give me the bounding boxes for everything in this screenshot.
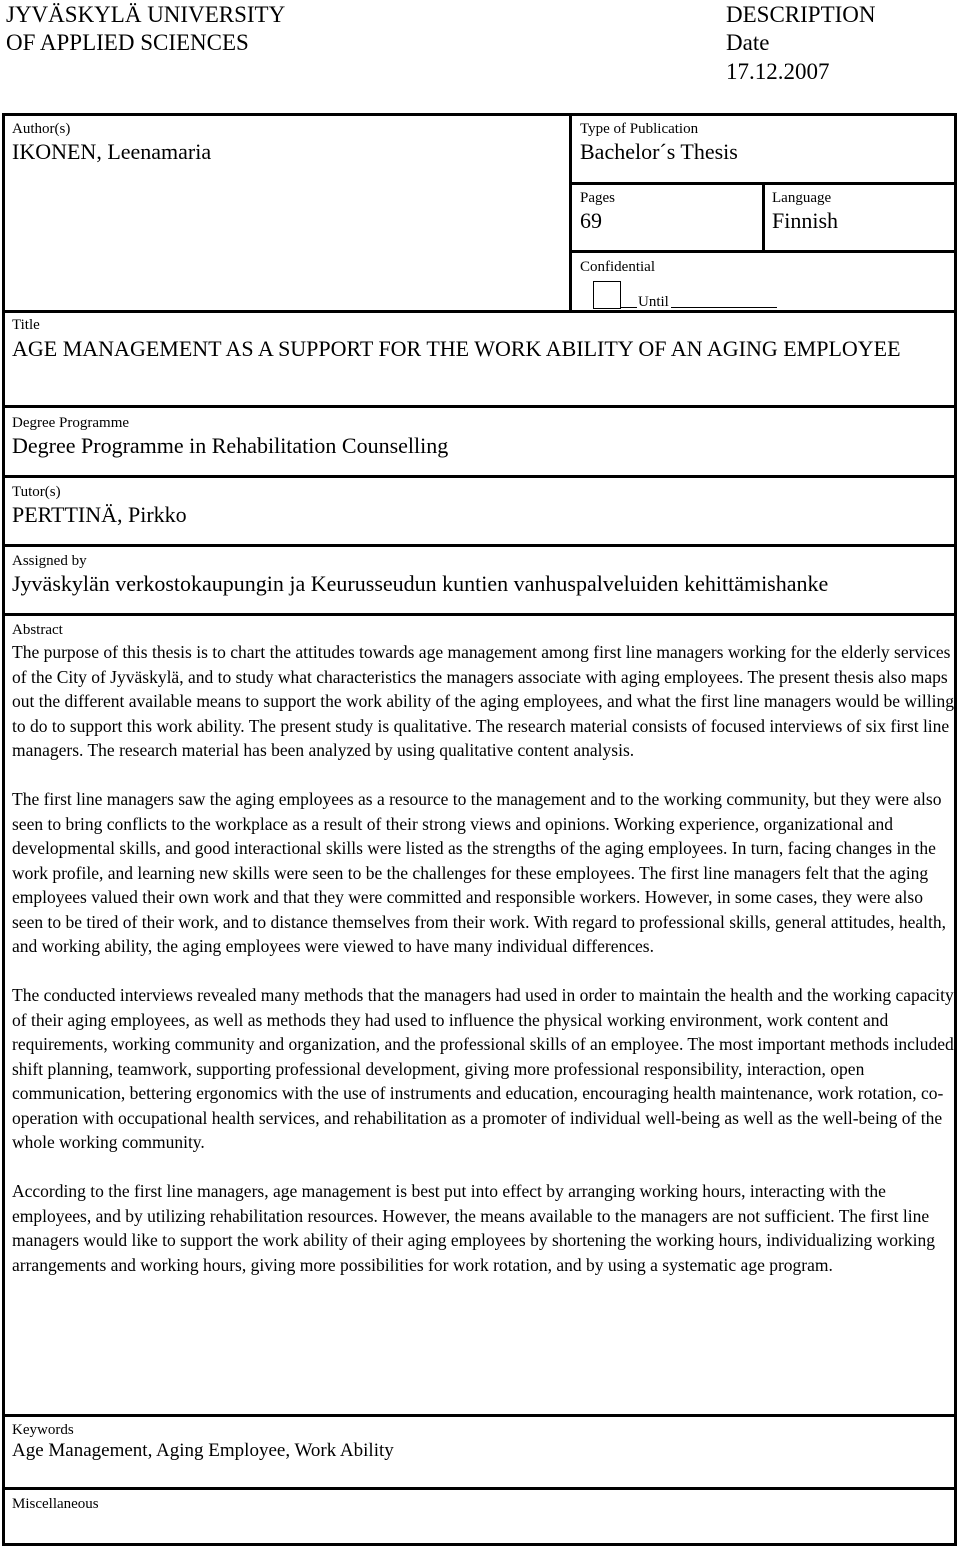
miscellaneous-label: Miscellaneous [12,1496,99,1512]
degree-programme-label: Degree Programme [12,415,130,431]
title-value: AGE MANAGEMENT AS A SUPPORT FOR THE WORK ABILITY OF AN AGING EMPLOYEE [12,336,901,361]
publication-type-value: Bachelor´s Thesis [580,139,738,164]
title-label: Title [12,317,40,333]
abstract-paragraph: The conducted interviews revealed many methods that the managers had used in order to maintain the health and the working capacity of their aging employees, as well as methods they had used to influence the physical working environment, work content and requirements, working community and organization, and the professional skills of an employee. The most important methods included shift planning, teamwork, supporting professional development, giving more professional responsibility, interaction, open communication, bettering ergonomics with the use of instruments and education, encouraging health maintenance, work rotation, co-operation with occupational health services, and rehabilitation as a promoter of individual well-being as well as the well-being of the whole working community. [12,985,954,1152]
abstract-body [12,640,956,1277]
until-label: Until [638,294,669,310]
date-value: 17.12.2007 [726,59,830,84]
university-name-line2: OF APPLIED SCIENCES [6,30,249,55]
language-label: Language [772,190,832,206]
abstract-label: Abstract [12,622,63,638]
university-name-line1: JYVÄSKYLÄ UNIVERSITY [6,2,286,27]
keywords-label: Keywords [12,1422,74,1438]
tutor-label: Tutor(s) [12,484,61,500]
confidential-label: Confidential [580,259,655,275]
publication-type-label: Type of Publication [580,121,699,137]
author-label: Author(s) [12,121,71,137]
until-leading-line [621,307,637,308]
pages-label: Pages [580,190,615,206]
tutor-value: PERTTINÄ, Pirkko [12,502,187,527]
date-label: Date [726,30,770,55]
keywords-value: Age Management, Aging Employee, Work Ability [12,1440,394,1461]
pages-value: 69 [580,208,602,233]
assigned-by-value: Jyväskylän verkostokaupungin ja Keurusseudun kuntien vanhuspalveluiden kehittämishanke [12,571,829,596]
abstract-paragraph: The purpose of this thesis is to chart the attitudes towards age management among first line managers working for the elderly services of the City of Jyväskylä, and to study what characteristics the managers associate with aging employees. The present thesis also maps out the different available means to support the work ability of the aging employees, and what the first line managers would be willing to do to support this work ability. The present study is qualitative. The research material consists of focused interviews of six first line managers. The research material has been analyzed by using qualitative content analysis. [12,642,955,760]
author-value: IKONEN, Leenamaria [12,139,212,164]
until-date-field[interactable] [671,307,777,308]
degree-programme-value: Degree Programme in Rehabilitation Counselling [12,433,449,458]
abstract-paragraph: The first line managers saw the aging employees as a resource to the management and to the working community, but they were also seen to bring conflicts to the workplace as a result of their strong views and opinions. Working experience, organizational and developmental skills, and good interactional skills were listed as the strengths of the aging employees. In turn, facing changes in the work profile, and learning new skills were seen to be the challenges for these employees. The first line managers felt that the aging employees valued their own work and that they were committed and responsible workers. However, in some cases, they were also seen to be tired of their work, and to distance themselves from their work. With regard to professional skills, general attitudes, health, and working ability, the aging employees were viewed to have many individual differences. [12,789,946,956]
document-type: DESCRIPTION [726,2,876,27]
confidential-checkbox[interactable] [593,281,621,309]
assigned-by-label: Assigned by [12,553,87,569]
abstract-paragraph: According to the first line managers, age management is best put into effect by arranging working hours, interacting with the employees, and by utilizing rehabilitation resources. However, the means available to the managers are not sufficient. The first line managers would like to support the work ability of their aging employees by shortening the working hours, individualizing working arrangements and working hours, giving more possibilities for work rotation, and by using a systematic age program. [12,1181,935,1275]
language-value: Finnish [772,208,839,233]
